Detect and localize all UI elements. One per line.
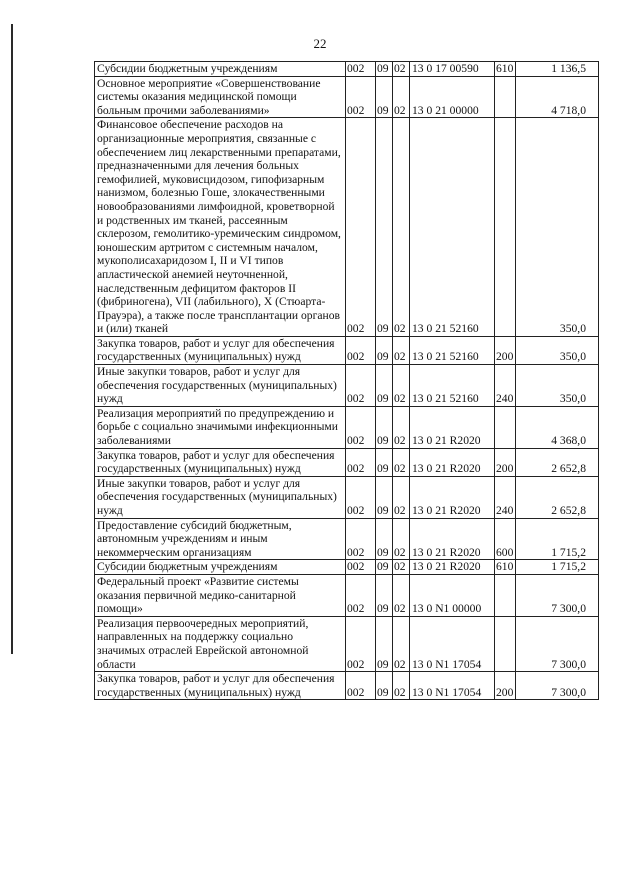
row-ved-code: 002 <box>346 336 376 364</box>
table-row <box>95 616 599 671</box>
row-expense-type: 200 <box>495 336 516 364</box>
row-name: Иные закупки товаров, работ и услуг для обеспечения государственных (муниципальных) нужд <box>95 476 346 518</box>
row-amount: 7 300,0 <box>516 574 599 616</box>
row-amount: 2 652,8 <box>516 448 599 476</box>
row-ved-code: 002 <box>346 560 376 575</box>
row-expense-type: 610 <box>495 62 516 77</box>
table-row <box>95 76 599 118</box>
table-row <box>95 62 599 77</box>
budget-table <box>94 61 599 700</box>
row-subsection-code: 02 <box>393 336 410 364</box>
row-section-code: 09 <box>376 448 393 476</box>
row-section-code: 09 <box>376 336 393 364</box>
row-target-article: 13 0 21 52160 <box>410 118 495 337</box>
row-target-article: 13 0 N1 00000 <box>410 574 495 616</box>
row-target-article: 13 0 21 52160 <box>410 365 495 407</box>
table-row <box>95 406 599 448</box>
row-expense-type: 200 <box>495 672 516 700</box>
row-name: Федеральный проект «Развитие системы оказания первичной медико-санитарной помощи» <box>95 574 346 616</box>
row-amount: 1 715,2 <box>516 560 599 575</box>
row-ved-code: 002 <box>346 406 376 448</box>
row-amount: 7 300,0 <box>516 616 599 671</box>
row-section-code: 09 <box>376 76 393 118</box>
row-name: Субсидии бюджетным учреждениям <box>95 62 346 77</box>
row-expense-type: 240 <box>495 365 516 407</box>
row-expense-type <box>495 76 516 118</box>
row-subsection-code: 02 <box>393 518 410 560</box>
table-row <box>95 336 599 364</box>
row-target-article: 13 0 21 R2020 <box>410 560 495 575</box>
table-row <box>95 118 599 337</box>
table-body <box>95 62 599 700</box>
table-row <box>95 476 599 518</box>
row-amount: 350,0 <box>516 365 599 407</box>
row-target-article: 13 0 21 R2020 <box>410 476 495 518</box>
row-target-article: 13 0 21 52160 <box>410 336 495 364</box>
row-section-code: 09 <box>376 518 393 560</box>
row-target-article: 13 0 21 R2020 <box>410 406 495 448</box>
row-amount: 4 718,0 <box>516 76 599 118</box>
row-name: Финансовое обеспечение расходов на организационные мероприятия, связанные с обеспечением лиц лекарственными препаратами, предназначенными для лечения больных гемофилией, муковисцидозом, гипофизарным нанизмом, болезнью Гоше, злокачественными новообразованиями лимфоидной, кроветворной и родственных им тканей, рассеянным склерозом, гемолитико-уремическим синдромом, юношеским артритом с системным началом, мукополисахаридозом I, II и VI типов апластической анемией неуточненной, наследственным дефицитом факторов II (фибриногена), VII (лабильного), X (Стюарта-Прауэра), а также после трансплантации органов и (или) тканей <box>95 118 346 337</box>
row-amount: 2 652,8 <box>516 476 599 518</box>
row-ved-code: 002 <box>346 672 376 700</box>
margin-rule <box>11 24 13 654</box>
row-ved-code: 002 <box>346 448 376 476</box>
row-amount: 350,0 <box>516 336 599 364</box>
table-row <box>95 448 599 476</box>
table-row <box>95 560 599 575</box>
row-subsection-code: 02 <box>393 62 410 77</box>
row-expense-type: 200 <box>495 448 516 476</box>
row-target-article: 13 0 N1 17054 <box>410 672 495 700</box>
row-section-code: 09 <box>376 672 393 700</box>
row-expense-type <box>495 118 516 337</box>
row-name: Субсидии бюджетным учреждениям <box>95 560 346 575</box>
row-section-code: 09 <box>376 118 393 337</box>
row-ved-code: 002 <box>346 118 376 337</box>
row-ved-code: 002 <box>346 365 376 407</box>
row-section-code: 09 <box>376 616 393 671</box>
row-amount: 1 136,5 <box>516 62 599 77</box>
table-row <box>95 574 599 616</box>
row-subsection-code: 02 <box>393 616 410 671</box>
row-name: Закупка товаров, работ и услуг для обеспечения государственных (муниципальных) нужд <box>95 336 346 364</box>
row-name: Основное мероприятие «Совершенствование системы оказания медицинской помощи больным прочими заболеваниями» <box>95 76 346 118</box>
row-ved-code: 002 <box>346 476 376 518</box>
row-ved-code: 002 <box>346 62 376 77</box>
row-ved-code: 002 <box>346 76 376 118</box>
row-subsection-code: 02 <box>393 476 410 518</box>
row-subsection-code: 02 <box>393 406 410 448</box>
row-ved-code: 002 <box>346 574 376 616</box>
table-row <box>95 365 599 407</box>
row-amount: 4 368,0 <box>516 406 599 448</box>
row-target-article: 13 0 21 R2020 <box>410 448 495 476</box>
row-subsection-code: 02 <box>393 365 410 407</box>
row-subsection-code: 02 <box>393 76 410 118</box>
row-section-code: 09 <box>376 406 393 448</box>
row-target-article: 13 0 N1 17054 <box>410 616 495 671</box>
row-subsection-code: 02 <box>393 574 410 616</box>
row-section-code: 09 <box>376 365 393 407</box>
row-amount: 7 300,0 <box>516 672 599 700</box>
row-expense-type: 610 <box>495 560 516 575</box>
row-expense-type <box>495 406 516 448</box>
row-section-code: 09 <box>376 476 393 518</box>
row-subsection-code: 02 <box>393 118 410 337</box>
row-expense-type: 240 <box>495 476 516 518</box>
row-amount: 1 715,2 <box>516 518 599 560</box>
row-target-article: 13 0 17 00590 <box>410 62 495 77</box>
row-name: Закупка товаров, работ и услуг для обеспечения государственных (муниципальных) нужд <box>95 448 346 476</box>
table-row <box>95 518 599 560</box>
row-subsection-code: 02 <box>393 560 410 575</box>
row-expense-type: 600 <box>495 518 516 560</box>
row-name: Реализация мероприятий по предупреждению и борьбе с социально значимыми инфекционными заболеваниями <box>95 406 346 448</box>
row-amount: 350,0 <box>516 118 599 337</box>
row-subsection-code: 02 <box>393 448 410 476</box>
table-row <box>95 672 599 700</box>
row-ved-code: 002 <box>346 616 376 671</box>
page-number: 22 <box>313 36 327 51</box>
row-name: Иные закупки товаров, работ и услуг для обеспечения государственных (муниципальных) нужд <box>95 365 346 407</box>
row-ved-code: 002 <box>346 518 376 560</box>
row-name: Реализация первоочередных мероприятий, направленных на поддержку социально значимых отраслей Еврейской автономной области <box>95 616 346 671</box>
row-name: Предоставление субсидий бюджетным, автономным учреждениям и иным некоммерческим организациям <box>95 518 346 560</box>
row-target-article: 13 0 21 00000 <box>410 76 495 118</box>
row-section-code: 09 <box>376 62 393 77</box>
row-subsection-code: 02 <box>393 672 410 700</box>
row-section-code: 09 <box>376 560 393 575</box>
row-expense-type <box>495 574 516 616</box>
row-expense-type <box>495 616 516 671</box>
row-name: Закупка товаров, работ и услуг для обеспечения государственных (муниципальных) нужд <box>95 672 346 700</box>
row-target-article: 13 0 21 R2020 <box>410 518 495 560</box>
row-section-code: 09 <box>376 574 393 616</box>
